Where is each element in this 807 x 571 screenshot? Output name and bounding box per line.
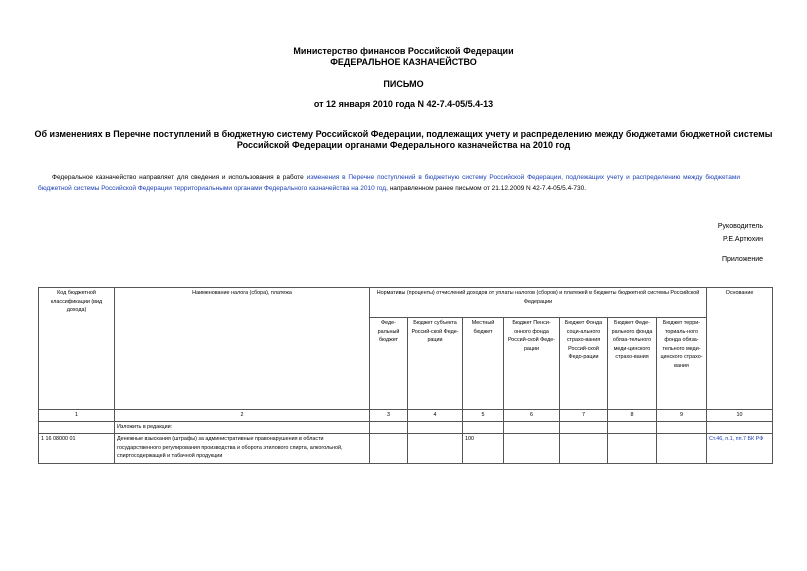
row-local-budget-value: 100 <box>463 434 504 464</box>
intro-paragraph <box>38 172 740 194</box>
column-number: 1 <box>39 410 115 422</box>
column-number: 2 <box>115 410 370 422</box>
header-subject-budget: Бюджет субъекта Россий-ской Феде-рации <box>408 318 463 410</box>
header-pension-fund: Бюджет Пенси-онного фонда Россий-ской Феде-рации <box>504 318 560 410</box>
header-federal-medical-fund: Бюджет Феде-рального фонда обяза-тельного меди-цинского страхо-вания <box>608 318 657 410</box>
column-number: 4 <box>408 410 463 422</box>
changes-link[interactable]: изменения в Перечне поступлений в бюджетную систему Российской Федерации, подлежащих учету и распределению между бюджетами бюджетной системы Российской Федерации территориальными органами Федерального казначейства на 2010 год <box>38 174 740 192</box>
intro-text-before: Федеральное казначейство направляет для сведения и использования в работе <box>52 174 307 181</box>
column-number: 8 <box>608 410 657 422</box>
column-number: 5 <box>463 410 504 422</box>
column-number: 7 <box>560 410 608 422</box>
signer-name: Р.Е.Артюхин <box>723 236 763 243</box>
document-type: ПИСЬМО <box>383 79 424 89</box>
treasury-name: ФЕДЕРАЛЬНОЕ КАЗНАЧЕЙСТВО <box>330 57 477 67</box>
row-basis-link[interactable]: Ст.46, п.1, пп.7 БК РФ <box>707 434 773 464</box>
budget-norms-table <box>38 287 773 464</box>
table-row <box>39 434 773 464</box>
appendix-label: Приложение <box>721 256 763 263</box>
column-number: 3 <box>370 410 408 422</box>
header-code: Код бюджетной классификации (вид дохода) <box>39 288 115 410</box>
header-local-budget: Местный бюджет <box>463 318 504 410</box>
header-social-fund: Бюджет Фонда соци-ального страхо-вания Россий-ской Федо-рации <box>560 318 608 410</box>
ministry-name: Министерство финансов Российской Федерации <box>293 46 514 56</box>
header-norms: Нормативы (проценты) отчислений доходов от уплаты налогов (сборов) и платежей в бюджеты бюджетной системы Российской Федерации <box>370 288 707 318</box>
header-name: Наименование налога (сбора), платежа <box>115 288 370 410</box>
column-number: 10 <box>707 410 773 422</box>
document-date-number: от 12 января 2010 года N 42-7.4-05/5.4-13 <box>313 99 494 109</box>
intro-text-after: , направленном ранее письмом от 21.12.2009 N 42-7.4-05/5.4-730. <box>386 185 587 192</box>
column-number: 6 <box>504 410 560 422</box>
column-number: 9 <box>657 410 707 422</box>
column-numbers-row <box>39 410 773 422</box>
document-title: Об изменениях в Перечне поступлений в бюджетную систему Российской Федерации, подлежащих учету и распределению между бюджетами бюджетной системы Российской Федерации органами Федерального казначейства на 2010 год <box>34 129 773 150</box>
edit-note: Изложить в редакции: <box>115 422 370 434</box>
header-basis: Основание <box>707 288 773 410</box>
table-row <box>39 422 773 434</box>
row-name: Денежные взыскания (штрафы) за административные правонарушения в области государственного регулирования производства и оборота этилового спирта, алкогольной, спиртосодержащей и табачной продукции <box>115 434 370 464</box>
header-federal-budget: Феде-ральный бюджет <box>370 318 408 410</box>
header-territorial-medical-fund: Бюджет терри-ториаль-ного фонда обяза-тельного меди-цинского страхо-вания <box>657 318 707 410</box>
row-code: 1 16 08000 01 <box>39 434 115 464</box>
signer-position: Руководитель <box>717 223 763 230</box>
